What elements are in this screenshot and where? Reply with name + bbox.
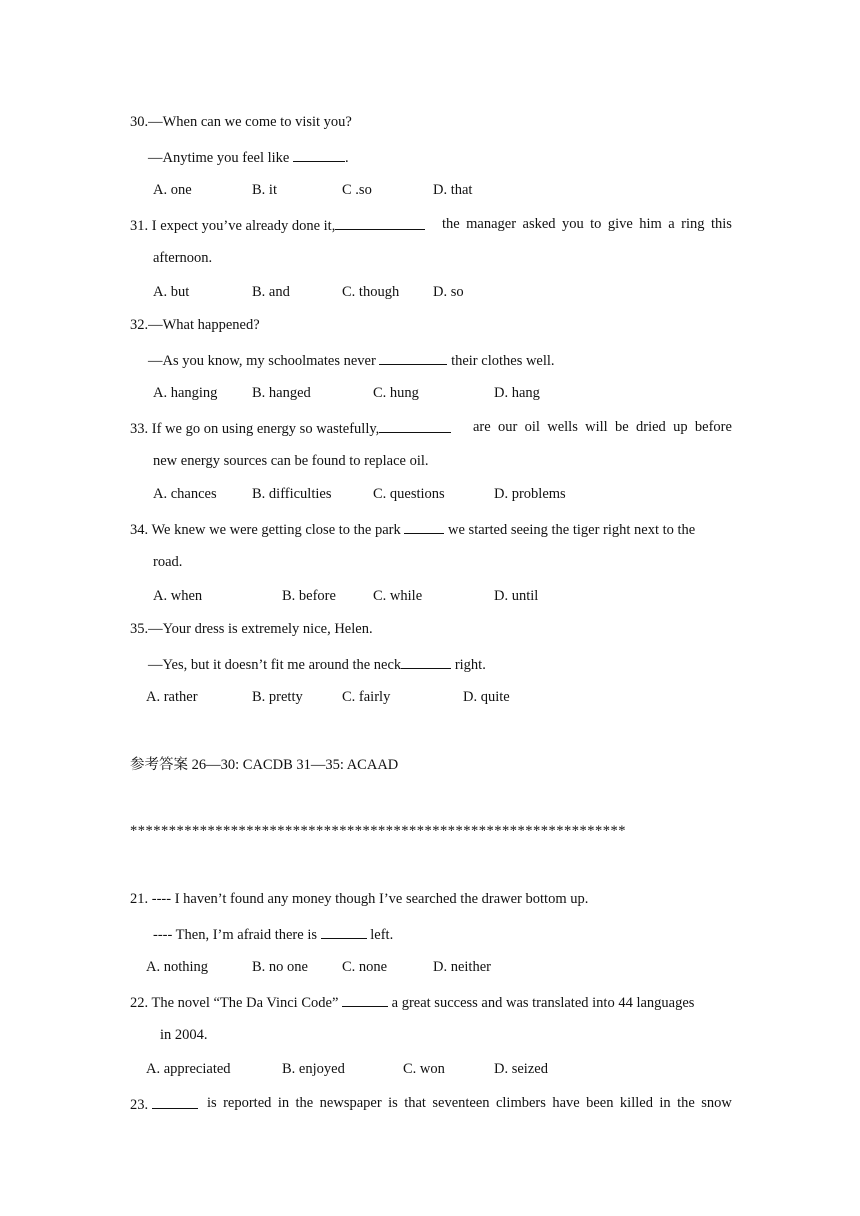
question-33-stem-cont: new energy sources can be found to replace oil.: [153, 453, 429, 469]
option-b: B. difficulties: [252, 486, 332, 502]
word: before: [694, 419, 732, 435]
question-33-stem-rest: [473, 418, 732, 436]
word: you: [561, 216, 584, 232]
word: to: [590, 216, 602, 232]
question-34-stem: 34. We knew we were getting close to the park we started seeing the tiger right next to the: [130, 519, 695, 539]
option-a: A. one: [153, 182, 192, 198]
word: give: [607, 216, 633, 232]
word: ring: [681, 216, 705, 232]
option-d: D. problems: [494, 486, 566, 502]
question-31-stem-cont: afternoon.: [153, 250, 213, 266]
option-d: D. that: [433, 182, 473, 198]
word: been: [586, 1095, 614, 1111]
question-32-stem: 32.—What happened?: [130, 317, 260, 333]
separator: ****************************************************************: [130, 823, 626, 839]
question-22-stem-cont: in 2004.: [160, 1027, 208, 1043]
option-d: D. seized: [494, 1061, 548, 1077]
question-32-response: —As you know, my schoolmates never their clothes well.: [148, 350, 555, 370]
question-35-response: —Yes, but it doesn’t fit me around the neck right.: [148, 654, 486, 674]
word: the: [442, 216, 460, 232]
word: our: [498, 419, 518, 435]
word: this: [710, 216, 732, 232]
question-23-stem-start: 23.: [130, 1094, 198, 1114]
question-22-stem: 22. The novel “The Da Vinci Code” a great success and was translated into 44 languages: [130, 992, 694, 1012]
option-c: C. questions: [373, 486, 445, 502]
answer-blank: [342, 992, 388, 1007]
option-b: B. hanged: [252, 385, 311, 401]
answer-blank: [335, 215, 425, 230]
question-30-response: —Anytime you feel like .: [148, 147, 349, 167]
word: manager: [466, 216, 517, 232]
word: have: [552, 1095, 580, 1111]
question-31-stem-rest: [442, 215, 732, 233]
word: asked: [522, 216, 556, 232]
option-b: B. it: [252, 182, 277, 198]
answer-blank: [293, 147, 345, 162]
question-35-stem: 35.—Your dress is extremely nice, Helen.: [130, 621, 373, 637]
option-c: C. while: [373, 588, 423, 604]
word: wells: [547, 419, 578, 435]
option-a: A. hanging: [153, 385, 218, 401]
word: newspaper: [319, 1095, 382, 1111]
option-a: A. nothing: [146, 959, 209, 975]
option-c: C. though: [342, 284, 400, 300]
word: up: [673, 419, 688, 435]
question-21-response: ---- Then, I’m afraid there is left.: [153, 924, 393, 944]
word: in: [659, 1095, 671, 1111]
option-c: C. hung: [373, 385, 419, 401]
word: that: [404, 1095, 426, 1111]
answer-blank: [379, 418, 451, 433]
answer-blank: [321, 924, 367, 939]
question-30-stem: 30.—When can we come to visit you?: [130, 114, 352, 130]
option-c: C. none: [342, 959, 388, 975]
word: snow: [701, 1095, 732, 1111]
word: the: [295, 1095, 314, 1111]
option-d: D. so: [433, 284, 464, 300]
option-b: B. enjoyed: [282, 1061, 345, 1077]
word: reported: [223, 1095, 272, 1111]
answer-blank: [404, 519, 444, 534]
option-c: C .so: [342, 182, 372, 198]
word: the: [677, 1095, 695, 1111]
option-a: A. but: [153, 284, 190, 300]
answer-key: 参考答案 26—30: CACDB 31—35: ACAAD: [130, 757, 399, 773]
option-b: B. before: [282, 588, 336, 604]
option-b: B. and: [252, 284, 290, 300]
word: are: [473, 419, 491, 435]
word: is: [388, 1095, 398, 1111]
option-a: A. rather: [146, 689, 198, 705]
option-a: A. when: [153, 588, 203, 604]
word: in: [277, 1095, 290, 1111]
option-b: B. no one: [252, 959, 308, 975]
question-23-stem-rest: [207, 1094, 732, 1112]
option-b: B. pretty: [252, 689, 303, 705]
option-d: D. until: [494, 588, 539, 604]
word: seventeen: [432, 1095, 490, 1111]
word: him: [639, 216, 662, 232]
option-c: C. won: [403, 1061, 445, 1077]
question-34-stem-cont: road.: [153, 554, 183, 570]
word: climbers: [495, 1095, 546, 1111]
question-21-stem: 21. ---- I haven’t found any money though I’ve searched the drawer bottom up.: [130, 891, 589, 907]
option-d: D. quite: [463, 689, 510, 705]
word: be: [615, 419, 629, 435]
option-a: A. appreciated: [146, 1061, 231, 1077]
answer-blank: [152, 1094, 198, 1109]
word: a: [668, 216, 675, 232]
word: dried: [636, 419, 666, 435]
option-a: A. chances: [153, 486, 217, 502]
option-d: D. neither: [433, 959, 491, 975]
question-33-stem-start: 33. If we go on using energy so wastefully,: [130, 418, 451, 438]
option-c: C. fairly: [342, 689, 391, 705]
word: oil: [524, 419, 540, 435]
answer-blank: [379, 350, 447, 365]
word: is: [207, 1095, 217, 1111]
word: will: [585, 419, 608, 435]
option-d: D. hang: [494, 385, 540, 401]
answer-blank: [401, 654, 451, 669]
word: killed: [619, 1095, 653, 1111]
question-31-stem-start: 31. I expect you’ve already done it,: [130, 215, 425, 235]
